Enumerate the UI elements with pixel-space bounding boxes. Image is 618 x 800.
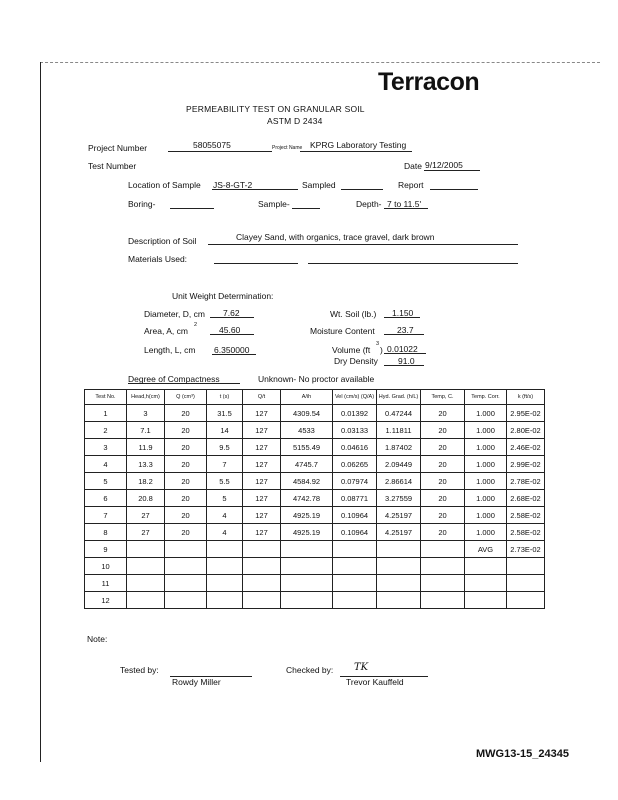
table-cell: 27 xyxy=(127,524,165,541)
table-cell xyxy=(127,541,165,558)
permeability-table xyxy=(84,389,545,609)
table-cell xyxy=(243,575,281,592)
boring-line xyxy=(170,208,214,209)
table-cell: 20 xyxy=(165,473,207,490)
header-cell: t (s) xyxy=(207,390,243,405)
location-label: Location of Sample xyxy=(128,180,201,190)
description-label: Description of Soil xyxy=(128,236,197,246)
table-cell: 5.5 xyxy=(207,473,243,490)
table-cell: 4533 xyxy=(281,422,333,439)
table-cell xyxy=(333,541,377,558)
table-cell xyxy=(333,592,377,609)
report-line xyxy=(430,189,478,190)
table-cell: 9.5 xyxy=(207,439,243,456)
table-cell: 20 xyxy=(165,507,207,524)
table-cell: 10 xyxy=(85,558,127,575)
description-value: Clayey Sand, with organics, trace gravel, dark brown xyxy=(236,232,435,242)
table-cell: 2.68E-02 xyxy=(507,490,545,507)
table-cell: 1 xyxy=(85,405,127,422)
date-value: 9/12/2005 xyxy=(425,160,463,170)
table-cell: 3.27559 xyxy=(377,490,421,507)
table-cell: 4742.78 xyxy=(281,490,333,507)
volume-line xyxy=(384,353,426,354)
terracon-logo: Terracon xyxy=(378,68,480,96)
header-cell: Test No. xyxy=(85,390,127,405)
table-row xyxy=(85,558,545,575)
table-cell xyxy=(465,592,507,609)
table-cell: 4745.7 xyxy=(281,456,333,473)
table-row xyxy=(85,507,545,524)
document-code: MWG13-15_24345 xyxy=(476,748,569,760)
table-cell xyxy=(165,541,207,558)
table-header-row xyxy=(85,390,545,405)
table-cell: 12 xyxy=(85,592,127,609)
volume-superscript: 3 xyxy=(376,341,380,347)
wt-soil-label: Wt. Soil (lb.) xyxy=(330,309,377,319)
area-value: 45.60 xyxy=(219,325,241,335)
table-cell xyxy=(377,575,421,592)
dry-density-label: Dry Density xyxy=(334,356,378,366)
table-cell: 20 xyxy=(421,507,465,524)
table-cell: 27 xyxy=(127,507,165,524)
area-line xyxy=(210,334,254,335)
table-cell: 1.11811 xyxy=(377,422,421,439)
table-cell: 11 xyxy=(85,575,127,592)
report-label: Report xyxy=(398,180,424,190)
table-cell xyxy=(421,575,465,592)
header-cell: Q/t xyxy=(243,390,281,405)
table-cell: 0.04616 xyxy=(333,439,377,456)
table-cell xyxy=(465,575,507,592)
table-cell: 0.06265 xyxy=(333,456,377,473)
table-cell: 4925.19 xyxy=(281,524,333,541)
table-row xyxy=(85,405,545,422)
table-cell: 20 xyxy=(165,405,207,422)
table-cell: 127 xyxy=(243,473,281,490)
table-cell: 5 xyxy=(85,473,127,490)
sample-label: Sample- xyxy=(258,199,290,209)
table-cell: 1.000 xyxy=(465,473,507,490)
table-cell: 2.95E-02 xyxy=(507,405,545,422)
table-cell xyxy=(333,558,377,575)
table-cell: 2.09449 xyxy=(377,456,421,473)
table-cell xyxy=(281,541,333,558)
table-row xyxy=(85,541,545,558)
table-cell xyxy=(281,592,333,609)
table-cell: 1.000 xyxy=(465,524,507,541)
table-cell: 5 xyxy=(207,490,243,507)
table-cell: 2.73E-02 xyxy=(507,541,545,558)
sampled-label: Sampled xyxy=(302,180,336,190)
table-cell: 1.87402 xyxy=(377,439,421,456)
dry-density-value: 91.0 xyxy=(398,356,415,366)
table-cell: 18.2 xyxy=(127,473,165,490)
table-cell: 0.07974 xyxy=(333,473,377,490)
table-cell: 127 xyxy=(243,405,281,422)
depth-value: 7 to 11.5' xyxy=(387,199,422,209)
length-value: 6.350000 xyxy=(214,345,250,355)
table-cell: 2.86614 xyxy=(377,473,421,490)
table-cell: 1.000 xyxy=(465,439,507,456)
table-cell xyxy=(507,575,545,592)
table-cell xyxy=(165,575,207,592)
project-name-line xyxy=(300,151,412,152)
header-cell: Q (cm³) xyxy=(165,390,207,405)
table-cell: 127 xyxy=(243,507,281,524)
table-cell: 2.78E-02 xyxy=(507,473,545,490)
diameter-line xyxy=(210,317,254,318)
table-cell xyxy=(127,558,165,575)
table-row xyxy=(85,575,545,592)
table-cell: 20 xyxy=(421,405,465,422)
table-cell xyxy=(207,558,243,575)
table-row xyxy=(85,422,545,439)
wt-soil-line xyxy=(384,317,420,318)
volume-label-close: ) xyxy=(380,345,383,355)
boring-label: Boring- xyxy=(128,199,156,209)
table-cell: 127 xyxy=(243,456,281,473)
table-cell: 20 xyxy=(165,524,207,541)
table-cell: 9 xyxy=(85,541,127,558)
table-cell: 2 xyxy=(85,422,127,439)
table-row xyxy=(85,473,545,490)
table-cell: 20 xyxy=(421,439,465,456)
table-cell: AVG xyxy=(465,541,507,558)
length-line xyxy=(212,354,256,355)
table-cell: 4925.19 xyxy=(281,507,333,524)
table-cell xyxy=(421,592,465,609)
form-standard: ASTM D 2434 xyxy=(267,116,323,126)
table-cell: 7 xyxy=(85,507,127,524)
checked-by-label: Checked by: xyxy=(286,665,334,675)
header-cell: Head,h(cm) xyxy=(127,390,165,405)
table-cell xyxy=(281,558,333,575)
table-cell: 1.000 xyxy=(465,456,507,473)
table-cell xyxy=(421,541,465,558)
table-cell: 3 xyxy=(85,439,127,456)
table-cell: 8 xyxy=(85,524,127,541)
table-cell: 20 xyxy=(421,524,465,541)
table-cell: 20.8 xyxy=(127,490,165,507)
table-row xyxy=(85,439,545,456)
diameter-value: 7.62 xyxy=(223,308,240,318)
table-cell: 7 xyxy=(207,456,243,473)
table-cell: 4309.54 xyxy=(281,405,333,422)
project-name-label: Project Name xyxy=(272,145,303,151)
table-cell: 20 xyxy=(421,490,465,507)
table-cell: 0.47244 xyxy=(377,405,421,422)
table-cell: 7.1 xyxy=(127,422,165,439)
table-row xyxy=(85,490,545,507)
table-cell: 20 xyxy=(165,422,207,439)
checked-by-initials: TK xyxy=(354,662,369,673)
table-cell xyxy=(127,575,165,592)
table-cell: 0.03133 xyxy=(333,422,377,439)
table-cell: 127 xyxy=(243,439,281,456)
location-value: JS-8-GT-2 xyxy=(213,180,253,190)
materials-line-1 xyxy=(214,263,298,264)
table-cell: 20 xyxy=(165,456,207,473)
table-cell: 127 xyxy=(243,524,281,541)
tested-by-label: Tested by: xyxy=(120,665,159,675)
header-cell: Vel (cm/s) (Q/A) xyxy=(333,390,377,405)
depth-line xyxy=(384,208,428,209)
table-cell xyxy=(465,558,507,575)
table-cell xyxy=(243,541,281,558)
table-cell xyxy=(507,558,545,575)
table-cell: 1.000 xyxy=(465,507,507,524)
table-cell: 20 xyxy=(421,456,465,473)
materials-label: Materials Used: xyxy=(128,254,188,264)
project-number-value: 58055075 xyxy=(193,140,231,150)
table-cell xyxy=(281,575,333,592)
header-cell: k (ft/s) xyxy=(507,390,545,405)
project-number-label: Project Number xyxy=(88,143,148,153)
table-cell: 0.10964 xyxy=(333,524,377,541)
location-line xyxy=(212,189,298,190)
table-cell xyxy=(165,592,207,609)
header-cell: A/ih xyxy=(281,390,333,405)
volume-label: Volume (ft xyxy=(332,345,371,355)
table-cell: 4.25197 xyxy=(377,507,421,524)
table-cell xyxy=(507,592,545,609)
table-cell: 0.10964 xyxy=(333,507,377,524)
compactness-line xyxy=(128,383,240,384)
area-label: Area, A, cm xyxy=(144,326,188,336)
table-cell: 4 xyxy=(85,456,127,473)
table-cell xyxy=(421,558,465,575)
table-cell xyxy=(333,575,377,592)
table-cell xyxy=(377,541,421,558)
table-cell: 5155.49 xyxy=(281,439,333,456)
note-label: Note: xyxy=(87,634,108,644)
tested-by-name: Rowdy Miller xyxy=(172,677,221,687)
moisture-line xyxy=(384,334,424,335)
header-cell: Hyd. Grad. (h/L) xyxy=(377,390,421,405)
table-cell: 20 xyxy=(165,439,207,456)
form-title: PERMEABILITY TEST ON GRANULAR SOIL xyxy=(186,104,365,114)
checked-by-name: Trevor Kauffeld xyxy=(346,677,404,687)
table-cell: 6 xyxy=(85,490,127,507)
table-cell: 2.58E-02 xyxy=(507,507,545,524)
table-cell: 2.99E-02 xyxy=(507,456,545,473)
date-label: Date xyxy=(404,161,422,171)
table-cell: 4 xyxy=(207,524,243,541)
compactness-label: Degree of Compactness xyxy=(128,374,220,384)
header-cell: Temp. Corr. xyxy=(465,390,507,405)
depth-label: Depth- xyxy=(356,199,382,209)
description-line xyxy=(208,244,518,245)
table-cell: 4.25197 xyxy=(377,524,421,541)
table-row xyxy=(85,524,545,541)
table-cell xyxy=(207,541,243,558)
table-cell: 20 xyxy=(421,473,465,490)
table-cell xyxy=(243,558,281,575)
dry-density-line xyxy=(384,365,424,366)
table-cell: 2.58E-02 xyxy=(507,524,545,541)
table-cell: 0.08771 xyxy=(333,490,377,507)
materials-line-2 xyxy=(308,263,518,264)
table-cell: 1.000 xyxy=(465,422,507,439)
sample-line xyxy=(292,208,320,209)
table-row xyxy=(85,456,545,473)
project-number-line xyxy=(168,151,272,152)
project-name-value: KPRG Laboratory Testing xyxy=(310,140,407,150)
table-cell: 20 xyxy=(165,490,207,507)
table-cell: 13.3 xyxy=(127,456,165,473)
table-cell: 1.000 xyxy=(465,405,507,422)
table-cell: 127 xyxy=(243,422,281,439)
table-cell: 0.01392 xyxy=(333,405,377,422)
diameter-label: Diameter, D, cm xyxy=(144,309,205,319)
table-cell xyxy=(377,592,421,609)
table-cell: 11.9 xyxy=(127,439,165,456)
length-label: Length, L, cm xyxy=(144,345,196,355)
sampled-line xyxy=(341,189,383,190)
table-cell: 14 xyxy=(207,422,243,439)
unit-weight-heading: Unit Weight Determination: xyxy=(172,291,274,301)
moisture-value: 23.7 xyxy=(397,325,414,335)
table-cell: 4 xyxy=(207,507,243,524)
table-cell: 1.000 xyxy=(465,490,507,507)
table-cell: 4584.92 xyxy=(281,473,333,490)
moisture-label: Moisture Content xyxy=(310,326,375,336)
table-cell: 3 xyxy=(127,405,165,422)
table-cell xyxy=(377,558,421,575)
volume-value: 0.01022 xyxy=(387,344,418,354)
table-cell xyxy=(207,575,243,592)
table-cell xyxy=(165,558,207,575)
wt-soil-value: 1.150 xyxy=(392,308,414,318)
table-cell: 2.80E-02 xyxy=(507,422,545,439)
header-cell: Temp, C. xyxy=(421,390,465,405)
date-line xyxy=(424,170,480,171)
table-cell: 2.46E-02 xyxy=(507,439,545,456)
table-cell: 31.5 xyxy=(207,405,243,422)
table-cell xyxy=(127,592,165,609)
compactness-value: Unknown- No proctor available xyxy=(258,374,375,384)
table-body xyxy=(85,405,545,609)
table-cell xyxy=(243,592,281,609)
table-cell: 127 xyxy=(243,490,281,507)
table-cell: 20 xyxy=(421,422,465,439)
table-cell xyxy=(207,592,243,609)
test-number-label: Test Number xyxy=(88,161,137,171)
table-row xyxy=(85,592,545,609)
area-superscript: 2 xyxy=(194,322,198,328)
